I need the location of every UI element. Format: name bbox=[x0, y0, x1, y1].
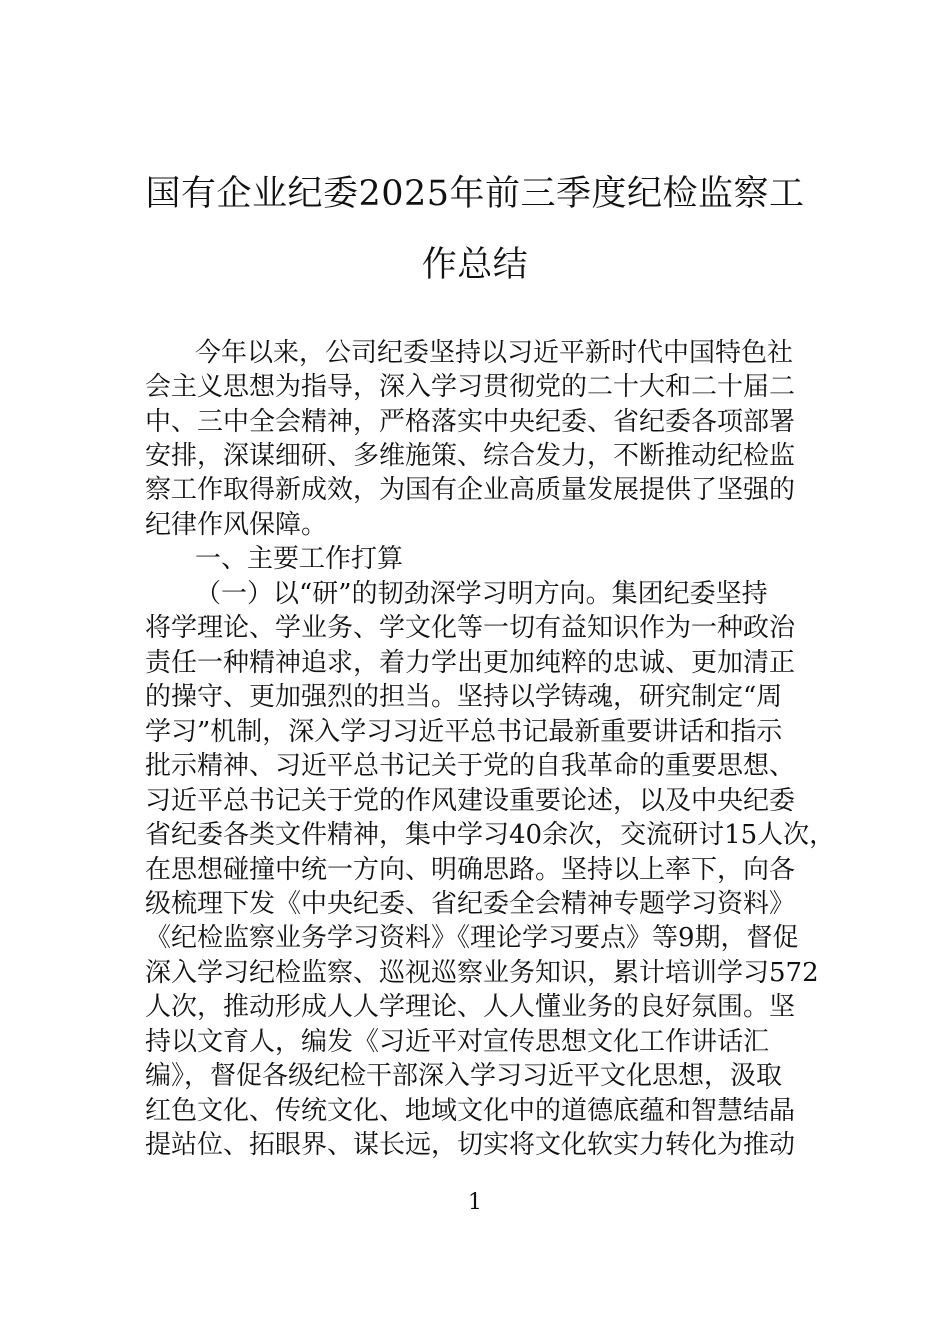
subsection-paragraph-line: 将学理论、学业务、学文化等一切有益知识作为一种政治 bbox=[145, 613, 796, 643]
subsection-paragraph-line: 的操守、更加强烈的担当。坚持以学铸魂，研究制定“周 bbox=[145, 682, 783, 712]
subsection-paragraph-line: 责任一种精神追求，着力学出更加纯粹的忠诚、更加清正 bbox=[145, 648, 796, 678]
page-number: 1 bbox=[468, 1190, 482, 1215]
document-title-line-1: 国有企业纪委2025年前三季度纪检监察工 bbox=[145, 174, 805, 214]
subsection-paragraph-line: 学习”机制，深入学习习近平总书记最新重要讲话和指示 bbox=[145, 717, 783, 747]
intro-paragraph-line: 纪律作风保障。 bbox=[145, 510, 328, 540]
intro-paragraph-line: 安排，深谋细研、多维施策、综合发力，不断推动纪检监 bbox=[145, 441, 796, 471]
subsection-paragraph-line: 编》，督促各级纪检干部深入学习习近平文化思想，汲取 bbox=[145, 1061, 783, 1091]
document-title-line-2: 作总结 bbox=[421, 245, 529, 285]
subsection-paragraph-line: 红色文化、传统文化、地域文化中的道德底蕴和智慧结晶 bbox=[145, 1096, 796, 1126]
subsection-paragraph-line: 批示精神、习近平总书记关于党的自我革命的重要思想、 bbox=[145, 751, 796, 781]
intro-paragraph-line: 会主义思想为指导，深入学习贯彻党的二十大和二十届二 bbox=[145, 372, 796, 402]
subsection-paragraph-line: 习近平总书记关于党的作风建设重要论述，以及中央纪委 bbox=[145, 786, 796, 816]
subsection-paragraph-line: 级梳理下发《中央纪委、省纪委全会精神专题学习资料》 bbox=[145, 889, 796, 919]
intro-paragraph-line: 中、三中全会精神，严格落实中央纪委、省纪委各项部署 bbox=[145, 407, 796, 437]
intro-paragraph-line: 今年以来，公司纪委坚持以习近平新时代中国特色社 bbox=[195, 338, 794, 368]
subsection-paragraph-line: 《纪检监察业务学习资料》《理论学习要点》等9期，督促 bbox=[145, 923, 799, 953]
subsection-paragraph-line: 提站位、拓眼界、谋长远，切实将文化软实力转化为推动 bbox=[145, 1130, 796, 1160]
section-heading: 一、主要工作打算 bbox=[195, 544, 404, 574]
subsection-paragraph-line: 省纪委各类文件精神，集中学习40余次，交流研讨15人次， bbox=[145, 820, 836, 850]
subsection-paragraph-line: （一）以“研”的韧劲深学习明方向。集团纪委坚持 bbox=[195, 579, 768, 609]
subsection-paragraph-line: 人次，推动形成人人学理论、人人懂业务的良好氛围。坚 bbox=[145, 992, 796, 1022]
subsection-paragraph-line: 深入学习纪检监察、巡视巡察业务知识，累计培训学习572 bbox=[145, 958, 819, 988]
subsection-paragraph-line: 持以文育人，编发《习近平对宣传思想文化工作讲话汇 bbox=[145, 1027, 770, 1057]
subsection-paragraph-line: 在思想碰撞中统一方向、明确思路。坚持以上率下，向各 bbox=[145, 855, 796, 885]
intro-paragraph-line: 察工作取得新成效，为国有企业高质量发展提供了坚强的 bbox=[145, 475, 796, 505]
